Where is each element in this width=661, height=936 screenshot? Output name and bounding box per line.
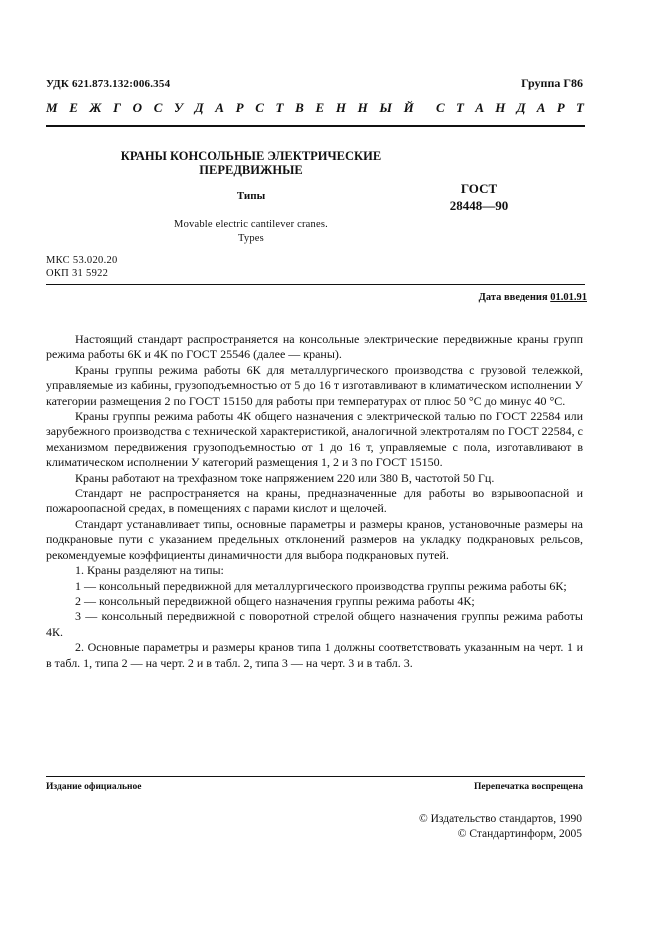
banner-letter: Й — [403, 100, 414, 115]
document-body — [46, 332, 583, 671]
gost-label: ГОСТ — [460, 181, 498, 196]
banner-letter: Т — [275, 100, 284, 115]
banner-letter: А — [215, 100, 224, 115]
udk-code: УДК 621.873.132:006.354 — [46, 78, 171, 90]
body-paragraph: 2 — консольный передвижной общего назначения группы режима работы 4К; — [75, 593, 475, 608]
body-paragraph: Краны работают на трехфазном токе напряжением 220 или 380 В, частотой 50 Гц. — [75, 470, 495, 485]
introduction-date — [479, 292, 587, 303]
introduction-date-label: Дата введения — [478, 292, 548, 303]
banner-letter: Ы — [379, 100, 392, 115]
body-paragraph: Краны группы режима работы 4К общего назначения с электрической талью по ГОСТ 22584 или зарубежного производства с технической характеристикой, аналогичной электроталям по ГОСТ 22584, с механизмом передвижения грузоподъемностью от 1 до 16 т, управляемые с пола, изготавливают в климатическом исполнении У категорий размещения 1, 2 и 3 по ГОСТ 15150. — [46, 409, 583, 470]
gost-designation — [447, 180, 511, 214]
banner-letter: Н — [357, 100, 368, 115]
banner-letter: С — [255, 100, 264, 115]
body-paragraph: 1. Краны разделяют на типы: — [75, 563, 224, 578]
banner-letter: Т — [576, 100, 584, 115]
title-line-1: КРАНЫ КОНСОЛЬНЫЕ ЭЛЕКТРИЧЕСКИЕ — [120, 149, 382, 163]
copyright-line-2: © Стандартинформ, 2005 — [457, 828, 582, 840]
reprint-prohibited-note: Перепечатка воспрещена — [473, 782, 583, 792]
banner-letter: В — [295, 100, 304, 115]
banner-word-standard — [436, 100, 584, 116]
body-paragraph: 2. Основные параметры и размеры кранов типа 1 должны соответствовать указанным на черт. 1 и в табл. 1, типа 2 — на черт. 2 и в табл. 2, типа 3 — на черт. 3 и в табл. 3. — [46, 640, 583, 670]
classification-codes — [46, 254, 118, 280]
banner-letter: Е — [69, 100, 78, 115]
banner-letter: О — [132, 100, 143, 115]
banner-letter: Р — [235, 100, 244, 115]
banner-letter: Е — [315, 100, 325, 115]
banner-letter: С — [436, 100, 445, 115]
mks-code: МКС 53.020.20 — [46, 255, 118, 266]
header-rule — [46, 125, 585, 127]
banner-letter: С — [153, 100, 163, 115]
okp-code: ОКП 31 5922 — [46, 268, 109, 279]
banner-letter: А — [536, 100, 546, 115]
banner-letter: Р — [556, 100, 565, 115]
banner-letter: Т — [455, 100, 464, 115]
banner-letter: Д — [194, 100, 204, 115]
body-paragraph: 1 — консольный передвижной для металлургического производства группы режима работы 6К; — [75, 578, 567, 593]
copyright-block — [419, 812, 582, 842]
banner-letter: Г — [113, 100, 121, 115]
english-title-line-2: Types — [238, 233, 264, 244]
introduction-date-value: 01.01.91 — [550, 292, 587, 303]
banner-word-interstate — [46, 100, 414, 116]
document-subtitle: Типы — [236, 190, 266, 202]
banner-letter: У — [174, 100, 184, 115]
body-paragraph: Стандарт устанавливает типы, основные параметры и размеры кранов, установочные размеры на подкрановые пути с указанием предельных отклонений размеров на укладку подкрановых рельсов, рекомендуемые коэффициенты динамичности для выбора подкрановых путей. — [46, 516, 583, 562]
banner-letter: А — [475, 100, 484, 115]
body-paragraph: Стандарт не распространяется на краны, предназначенные для работы во взрывоопасной и пожароопасной средах, в помещениях с парами кислот и щелочей. — [46, 486, 583, 516]
banner-letter: Д — [516, 100, 526, 115]
body-paragraph: Настоящий стандарт распространяется на консольные электрические передвижные краны групп режима работы 6К и 4К по ГОСТ 25546 (далее — краны). — [46, 332, 583, 362]
group-code: Группа Г86 — [521, 76, 583, 90]
english-title — [120, 218, 382, 246]
body-paragraph: Краны группы режима работы 6К для металлургического производства с грузовой тележкой, управляемые из кабины, грузоподъемностью от 5 до 16 т изготавливают в климатическом исполнении У категории размещения 2 по ГОСТ 15150 для работы при температурах от плюс 50 °С до минус 40 °С. — [46, 362, 583, 408]
document-title — [120, 149, 382, 177]
interstate-standard-banner — [46, 100, 584, 116]
banner-letter: М — [46, 100, 58, 115]
english-title-line-1: Movable electric cantilever cranes. — [174, 219, 328, 230]
copyright-line-1: © Издательство стандартов, 1990 — [418, 813, 582, 825]
title-line-2: ПЕРЕДВИЖНЫЕ — [199, 163, 303, 177]
banner-letter: Н — [495, 100, 506, 115]
banner-letter: Н — [335, 100, 346, 115]
banner-letter: Ж — [89, 100, 102, 115]
body-paragraph: 3 — консольный передвижной с поворотной стрелой общего назначения группы режима работы 4К. — [46, 609, 583, 639]
footer-rule — [46, 776, 585, 777]
gost-number: 28448—90 — [449, 198, 509, 213]
official-edition-note: Издание официальное — [46, 782, 142, 792]
classification-rule — [46, 284, 585, 285]
